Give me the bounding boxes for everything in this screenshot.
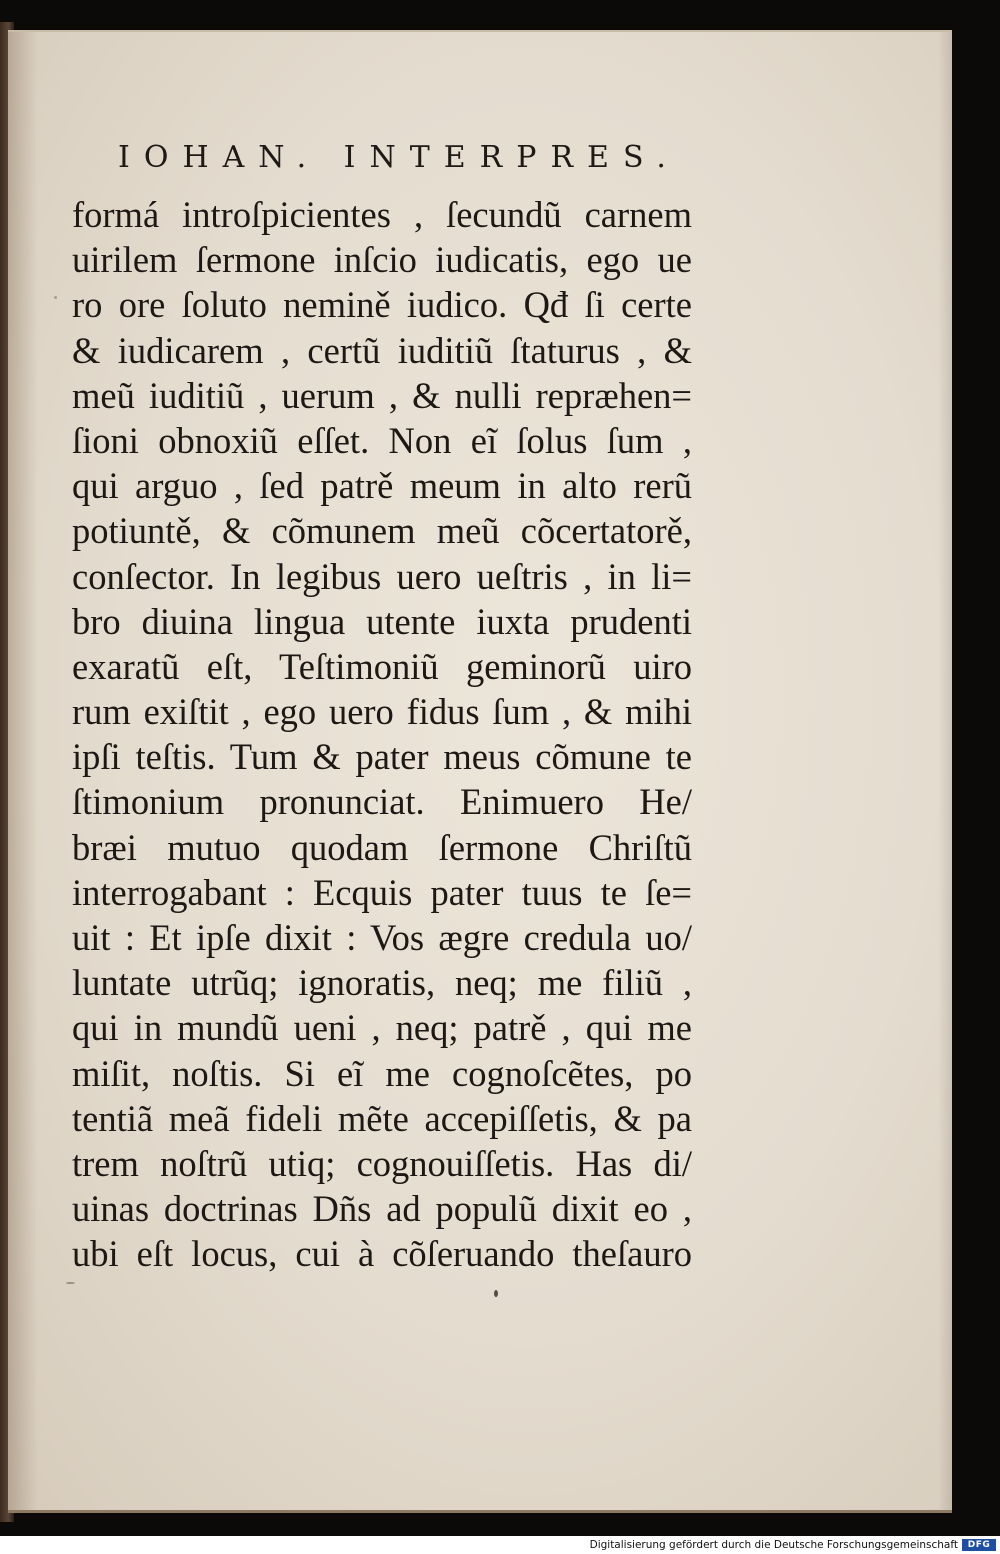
text-line: exaratũ eſt, Teſtimoniũ geminorũ uiro	[72, 645, 692, 687]
text-line: bro diuina lingua utente iuxta prudenti	[72, 600, 692, 642]
paper-speck	[66, 1282, 75, 1284]
text-line: potiuntě, & cõmunem meũ cõcertatorě,	[72, 510, 692, 552]
text-line: rum exiſtit , ego uero fidus ſum , & mihi	[72, 691, 692, 733]
text-line: tentiã meã fideli mẽte accepiſſetis, & pa	[72, 1097, 692, 1139]
text-line: conſector. In legibus uero ueſtris , in li=	[72, 555, 692, 597]
text-line: uit : Et ipſe dixit : Vos ægre credula uo/	[72, 917, 692, 958]
text-line: ubi eſt locus, cui à cõſeruando theſauro	[72, 1233, 692, 1275]
text-line: interrogabant : Ecquis pater tuus te ſe=	[72, 871, 692, 913]
funding-credit: Digitalisierung gefördert durch die Deutsche Forschungsgemeinschaft	[589, 1539, 958, 1551]
text-line: bræi mutuo quodam ſermone Chriſtũ	[72, 826, 692, 868]
footer-bar	[0, 1536, 1000, 1554]
text-line: luntate utrũq; ignoratis, neq; me filiũ ,	[72, 962, 692, 1004]
text-line: qui arguo , ſed patrě meum in alto rerũ	[72, 465, 692, 507]
text-line: uirilem ſermone inſcio iudicatis, ego ue	[72, 239, 692, 281]
paper-speck	[54, 296, 57, 299]
text-line: ro ore ſoluto nemině iudico. Qđ ſi certe	[72, 284, 692, 326]
book-page	[8, 30, 952, 1513]
text-line: qui in mundũ ueni , neq; patrě , qui me	[72, 1007, 692, 1049]
text-line: ſtimonium pronunciat. Enimuero He/	[72, 781, 692, 823]
body-text	[72, 192, 692, 1277]
text-line: formá introſpicientes , ſecundũ carnem	[72, 194, 692, 235]
paper-speck	[494, 1290, 498, 1297]
text-line: ipſi teſtis. Tum & pater meus cõmune te	[72, 736, 692, 778]
text-line: trem noſtrũ utiq; cognouiſſetis. Has di/	[72, 1142, 692, 1184]
dfg-logo: DFG	[962, 1539, 996, 1551]
text-line: & iudicarem , certũ iuditiũ ſtaturus , &	[72, 329, 692, 371]
running-head: IOHAN. INTERPRES.	[118, 140, 680, 175]
text-line: ſioni obnoxiũ eſſet. Non eĩ ſolus ſum ,	[72, 419, 692, 461]
text-line: miſit, noſtis. Si eĩ me cognoſcẽtes, po	[72, 1052, 692, 1094]
text-line: meũ iuditiũ , uerum , & nulli repræhen=	[72, 374, 692, 416]
text-line: uinas doctrinas Dñs ad populũ dixit eo ,	[72, 1188, 692, 1230]
